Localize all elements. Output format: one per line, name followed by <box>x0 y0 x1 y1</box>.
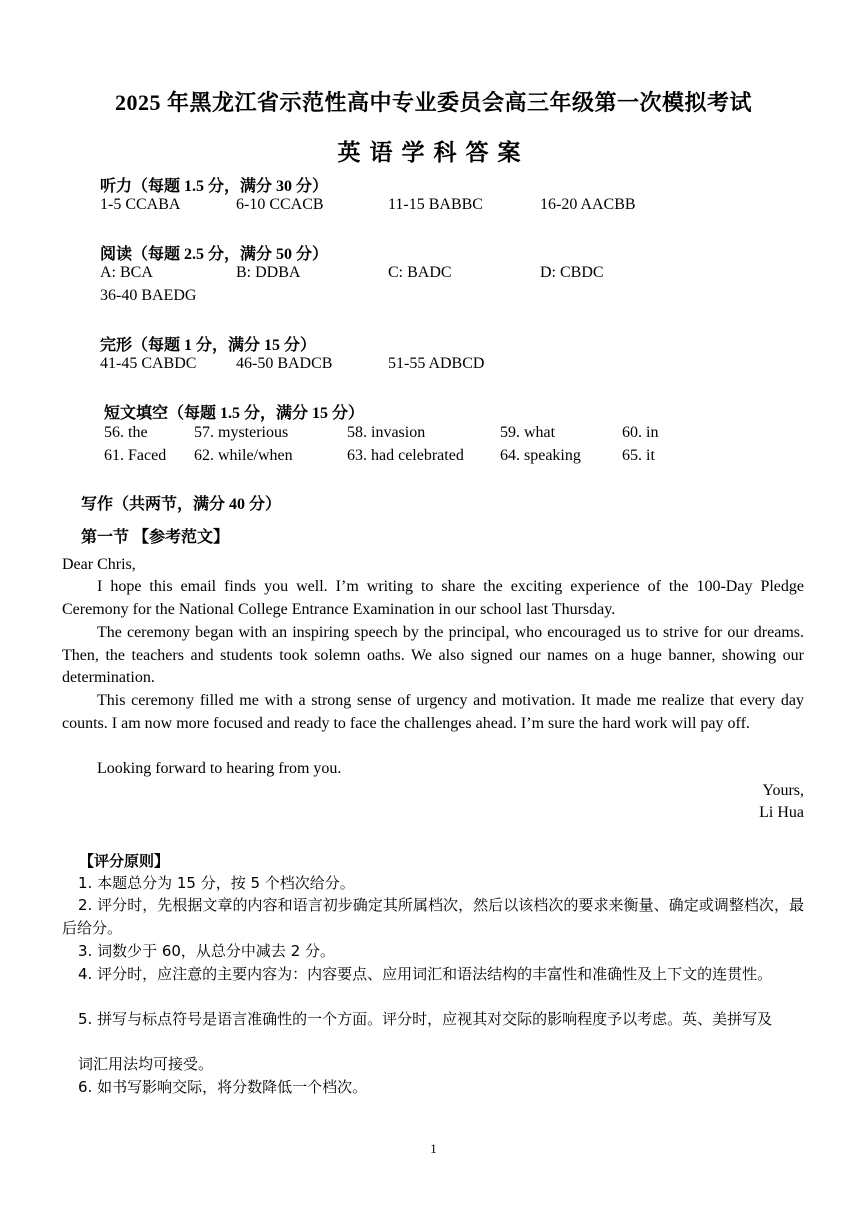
scoring-rule: 6. 如书写影响交际，将分数降低一个档次。 <box>78 1078 368 1096</box>
page-title: 2025 年黑龙江省示范性高中专业委员会高三年级第一次模拟考试 <box>114 90 752 115</box>
cloze-answer: 46-50 BADCB <box>236 355 333 372</box>
letter-signature: Li Hua <box>759 804 804 821</box>
page-number: 1 <box>430 1141 437 1156</box>
listening-answer: 1-5 CCABA <box>100 196 181 213</box>
scoring-rule: 5. 拼写与标点符号是语言准确性的一个方面。评分时，应视其对交际的影响程度予以考虑。英、美拼写及 <box>78 1010 773 1028</box>
grammar-answer: 65. it <box>622 447 655 464</box>
reading-answer: C: BADC <box>388 264 452 281</box>
scoring-rule: 2. 评分时，先根据文章的内容和语言初步确定其所属档次，然后以该档次的要求来衡量、确定或调整档次，最后给分。 <box>62 896 804 937</box>
letter-closing: Yours, <box>762 782 804 799</box>
scoring-rule: 3. 词数少于 60，从总分中减去 2 分。 <box>78 942 336 960</box>
reading-answer: A: BCA <box>100 264 153 281</box>
writing-section1-heading: 第一节 【参考范文】 <box>81 529 230 546</box>
grammar-answer: 61. Faced <box>104 447 167 464</box>
reading-answer: D: CBDC <box>540 264 604 281</box>
listening-answer: 6-10 CCACB <box>236 196 324 213</box>
writing-heading: 写作（共两节，满分 40 分） <box>81 496 282 513</box>
letter-paragraph: The ceremony began with an inspiring speech by the principal, who encouraged us to strive for our dreams. Then, the teachers and students took solemn oaths. We also signed our names on a huge banner, showing our determination. <box>62 624 804 686</box>
grammar-heading: 短文填空（每题 1.5 分，满分 15 分） <box>104 405 365 422</box>
letter-salutation: Dear Chris, <box>62 556 136 573</box>
grammar-answer: 64. speaking <box>500 447 581 464</box>
reading-heading: 阅读（每题 2.5 分，满分 50 分） <box>100 246 329 263</box>
scoring-rule: 4. 评分时，应注意的主要内容为：内容要点、应用词汇和语法结构的丰富性和准确性及上下文的连贯性。 <box>78 965 773 983</box>
listening-heading: 听力（每题 1.5 分，满分 30 分） <box>100 178 329 195</box>
grammar-answer: 60. in <box>622 424 659 441</box>
grammar-answer: 58. invasion <box>347 424 426 441</box>
listening-answer: 11-15 BABBC <box>388 196 483 213</box>
cloze-answer: 41-45 CABDC <box>100 355 197 372</box>
grammar-answer: 63. had celebrated <box>347 447 464 464</box>
reading-answer-extra: 36-40 BAEDG <box>100 287 197 304</box>
cloze-heading: 完形（每题 1 分，满分 15 分） <box>100 337 317 354</box>
reading-answer: B: DDBA <box>236 264 301 281</box>
cloze-answer: 51-55 ADBCD <box>388 355 485 372</box>
grammar-answer: 56. the <box>104 424 148 441</box>
grammar-answer: 57. mysterious <box>194 424 289 441</box>
scoring-rule: 1. 本题总分为 15 分，按 5 个档次给分。 <box>78 874 355 892</box>
grammar-answer: 59. what <box>500 424 556 441</box>
letter-paragraph: This ceremony filled me with a strong sense of urgency and motivation. It made me realize that every day counts. I am now more focused and ready to face the challenges ahead. I’m sure the hard work will pay off. <box>62 692 804 732</box>
scoring-rule: 词汇用法均可接受。 <box>78 1055 214 1073</box>
page-subtitle: 英语学科答案 <box>337 140 530 165</box>
letter-paragraph: I hope this email finds you well. I’m writing to share the exciting experience of the 100-Day Pledge Ceremony for the National College Entrance Examination in our school last Thursday. <box>62 578 804 618</box>
letter-paragraph: Looking forward to hearing from you. <box>97 760 342 777</box>
listening-answer: 16-20 AACBB <box>540 196 636 213</box>
scoring-heading: 【评分原则】 <box>79 852 170 870</box>
grammar-answer: 62. while/when <box>194 447 293 464</box>
